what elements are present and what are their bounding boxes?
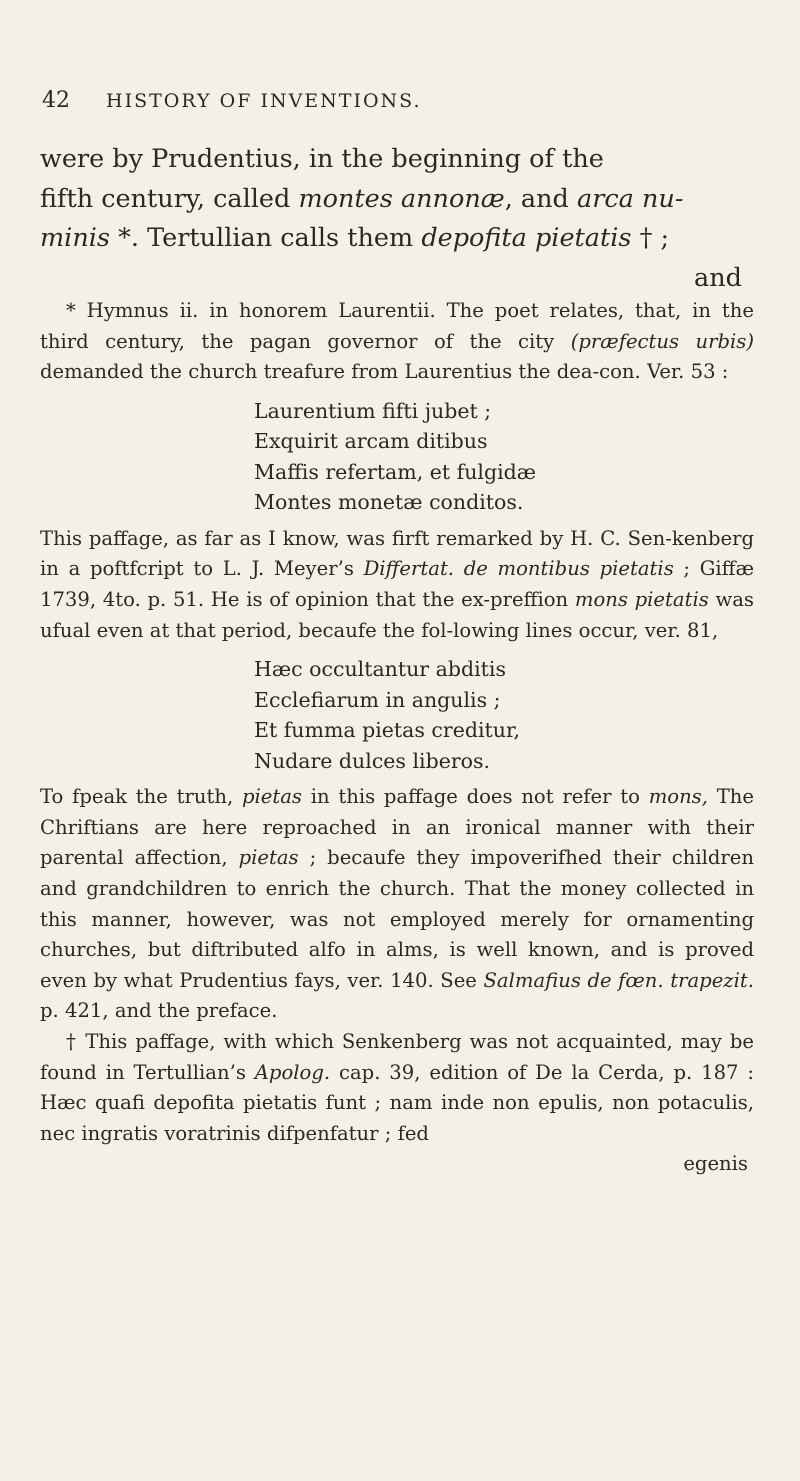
verse-line: Hæc occultantur abditis xyxy=(254,657,506,682)
catchword: egenis xyxy=(683,1152,748,1176)
verse-line: Nudare dulces liberos. xyxy=(254,748,491,773)
verse-line: Et fumma pietas creditur, xyxy=(254,718,521,743)
main-text xyxy=(40,140,754,298)
verse-line: Maffis refertam, et fulgidæ xyxy=(254,459,537,484)
footnote-1: * Hymnus ii. in honorem Laurentii. The poet relates, that, in the third century, the pagan governor of the city (præfectus urbis) demanded the church treafure from Laurentius the dea-con. Ver. 53 : xyxy=(40,299,755,384)
body-line-3: minis *. Tertullian calls them depofita pietatis † ; xyxy=(40,223,670,253)
footnote-2: † This paffage, with which Senkenberg was not acquainted, may be found in Tertullian’s Apolog. cap. 39, edition of De la Cerda, p. 187 : Hæc quafi depofita pietatis funt ; nam inde non epulis, non potaculis, nec ingratis voratrinis difpenfatur ; fed xyxy=(40,1029,755,1145)
term-montes-annonae: montes annonæ xyxy=(298,183,505,214)
verse-line: Montes monetæ conditos. xyxy=(254,490,524,515)
body-line-4: and xyxy=(694,262,742,293)
body-line-2: fifth century, called montes annonæ, and arca nu- xyxy=(40,183,684,214)
footnote-1-paragraph-3: To fpeak the truth, pietas in this paffage does not refer to mons, The Chriftians are here reproached in an ironical manner with their parental affection, pietas ; becaufe they impoverifhed their children and grandchildren to enrich the church. That the money collected in this manner, however, was not employed merely for ornamenting churches, but diftributed alfo in alms, is well known, and is proved even by what Prudentius fays, ver. 140. See Salmafius de fœn. trapezit. p. 421, and the preface. xyxy=(40,785,755,1023)
running-title: HISTORY OF INVENTIONS. xyxy=(106,90,422,112)
term-arca-numinis: arca nu- xyxy=(577,183,684,214)
verse-line: Ecclefiarum in angulis ; xyxy=(254,687,501,712)
footnote-1-paragraph-2: This paffage, as far as I know, was firft remarked by H. C. Sen-kenberg in a poftfcript to L. J. Meyer’s Differtat. de montibus pietatis ; Giffæ 1739, 4to. p. 51. He is of opinion that the ex-preffion mons pietatis was ufual even at that period, becaufe the fol-lowing lines occur, ver. 81, xyxy=(40,526,754,642)
body-line-1: were by Prudentius, in the beginning of the xyxy=(40,144,604,174)
page-number: 42 xyxy=(42,88,70,113)
verse-line: Exquirit arcam ditibus xyxy=(254,429,488,454)
footnotes xyxy=(40,296,754,1180)
verse-line: Laurentium fifti jubet ; xyxy=(254,398,492,423)
term-deposita-pietatis: depofita pietatis xyxy=(421,223,632,253)
